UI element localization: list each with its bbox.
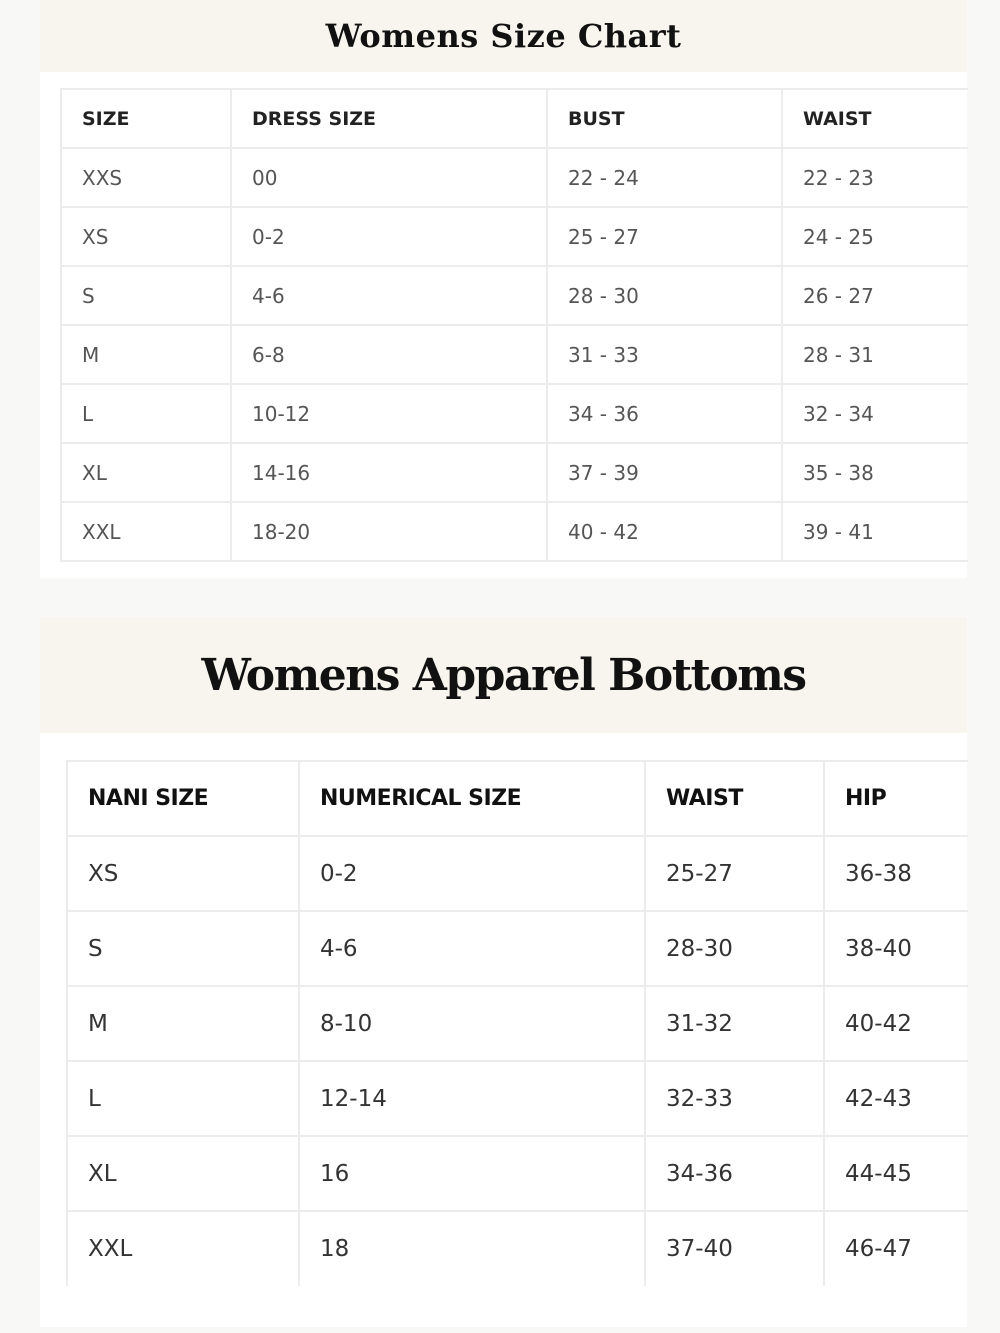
cell-nani-size: M (67, 986, 299, 1061)
cell-waist: 31-32 (645, 986, 824, 1061)
cell-numerical-size: 0-2 (299, 836, 645, 911)
cell-waist: 25-27 (645, 836, 824, 911)
cell-numerical-size: 8-10 (299, 986, 645, 1061)
cell-waist: 32 - 34 (782, 384, 968, 443)
header-nani-size: NANI SIZE (67, 761, 299, 836)
cell-hip: 46-47 (845, 1236, 912, 1262)
table-row (61, 266, 968, 325)
cell-hip: 40-42 (824, 986, 968, 1061)
cell-dress-size: 18-20 (231, 502, 547, 561)
table-header-row (67, 761, 968, 836)
cell-dress-size: 6-8 (231, 325, 547, 384)
cell-size: XXL (61, 502, 231, 561)
header-numerical-size: NUMERICAL SIZE (299, 761, 645, 836)
cell-nani-size: XL (67, 1136, 299, 1211)
header-dress-size: DRESS SIZE (231, 89, 547, 148)
table-row (67, 1211, 968, 1286)
cell-nani-size: S (67, 911, 299, 986)
cell-bust: 37 - 39 (547, 443, 782, 502)
cell-bust: 34 - 36 (547, 384, 782, 443)
cell-dress-size: 00 (231, 148, 547, 207)
cell-size: XS (61, 207, 231, 266)
cell-size: XL (61, 443, 231, 502)
bottoms-chart-card (40, 617, 967, 1327)
cell-waist: 37-40 (645, 1211, 824, 1286)
cell-nani-size: XS (67, 836, 299, 911)
cell-numerical-size: 16 (299, 1136, 645, 1211)
cell-size: L (61, 384, 231, 443)
cell-size: M (61, 325, 231, 384)
cell-dress-size: 14-16 (231, 443, 547, 502)
table-row (67, 986, 968, 1061)
cell-numerical-size: 4-6 (299, 911, 645, 986)
table-header-row (61, 89, 968, 148)
header-size: SIZE (61, 89, 231, 148)
cell-numerical-size: 12-14 (299, 1061, 645, 1136)
table-row (67, 1061, 968, 1136)
bottoms-chart-title: Womens Apparel Bottoms (40, 617, 967, 733)
cell-bust: 25 - 27 (547, 207, 782, 266)
cell-waist: 28-30 (645, 911, 824, 986)
cell-waist: 22 - 23 (782, 148, 968, 207)
header-bust: BUST (547, 89, 782, 148)
size-chart-title: Womens Size Chart (40, 0, 967, 72)
header-hip: HIP (824, 761, 968, 836)
header-waist: WAIST (782, 89, 968, 148)
cell-bust: 28 - 30 (547, 266, 782, 325)
cell-waist: 24 - 25 (782, 207, 968, 266)
table-row (67, 1136, 968, 1211)
table-row (61, 443, 968, 502)
cell-waist: 28 - 31 (782, 325, 968, 384)
cell-hip: 44-45 (824, 1136, 968, 1211)
cell-waist: 35 - 38 (782, 443, 968, 502)
bottoms-chart-table (66, 760, 968, 1286)
cell-numerical-size: 18 (299, 1211, 645, 1286)
size-chart-card (40, 0, 967, 578)
table-row (61, 207, 968, 266)
cell-nani-size: L (67, 1061, 299, 1136)
cell-hip: 42-43 (824, 1061, 968, 1136)
table-row (67, 836, 968, 911)
size-chart-table (60, 88, 968, 562)
cell-nani-size: XXL (67, 1211, 299, 1286)
cell-waist: 39 - 41 (782, 502, 968, 561)
cell-hip: 38-40 (824, 911, 968, 986)
table-row (61, 502, 968, 561)
table-row (61, 325, 968, 384)
table-row (67, 911, 968, 986)
cell-size: S (61, 266, 231, 325)
table-row (61, 384, 968, 443)
cell-dress-size: 10-12 (231, 384, 547, 443)
cell-waist: 32-33 (645, 1061, 824, 1136)
table-row (61, 148, 968, 207)
cell-hip: 36-38 (824, 836, 968, 911)
cell-size: XXS (61, 148, 231, 207)
cell-bust: 31 - 33 (547, 325, 782, 384)
header-waist: WAIST (645, 761, 824, 836)
cell-bust: 22 - 24 (547, 148, 782, 207)
cell-waist: 34-36 (645, 1136, 824, 1211)
cell-bust: 40 - 42 (547, 502, 782, 561)
cell-dress-size: 0-2 (231, 207, 547, 266)
cell-dress-size: 4-6 (231, 266, 547, 325)
cell-waist: 26 - 27 (782, 266, 968, 325)
